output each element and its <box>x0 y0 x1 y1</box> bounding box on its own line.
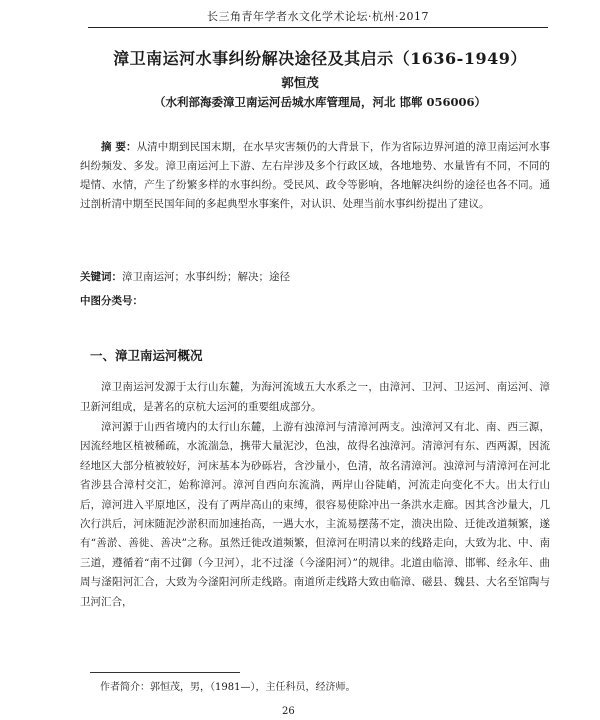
section-heading: 一、漳卫南运河概况 <box>90 348 203 363</box>
abstract <box>80 138 550 214</box>
keywords-text: 漳卫南运河；水事纠纷；解决；途径 <box>122 271 290 283</box>
abstract-label: 摘 要： <box>101 141 137 153</box>
keywords <box>80 268 550 287</box>
clc-label: 中图分类号： <box>80 295 143 307</box>
keywords-label: 关键词： <box>80 271 122 283</box>
footnote-rule <box>90 672 240 673</box>
paper-title: 漳卫南运河水事纠纷解决途径及其启示（1636-1949） <box>113 49 527 68</box>
running-header: 长三角青年学者水文化学术论坛·杭州·2017 <box>207 10 429 23</box>
classification-number <box>80 292 550 311</box>
body-paragraph: 漳河源于山西省境内的太行山东麓，上游有浊漳河与清漳河两支。浊漳河又有北、南、西三源，因流经地区植被稀疏，水流湍急，携带大量泥沙，色浊，故得名浊漳河。清漳河有东、西两源，因流经地区大部分植被较好，河床基本为砂砾岩，含沙量小，色清，故名清漳河。浊漳河与清漳河在河北省涉县合漳村交汇，始称漳河。漳河自西向东流淌，两岸山谷陡峭，河流走向变化不大。出太行山后，漳河进入平原地区，没有了两岸高山的束缚，很容易使除冲出一条洪水走廊。因其含沙量大，几次行洪后，河床随泥沙淤积而加速抬高，一遇大水，主流易摆荡不定，溃决出险、迁徙改道频繁，遂有“善淤、善徙、善决”之称。虽然迁徙改道频繁，但漳河在明清以来的线路走向，大致为北、中、南三道，遵循着“南不过御（今卫河），北不过滏（今滏阳河）”的规律。北道由临漳、邯郸、经永年、曲周与滏阳河汇合，大致为今滏阳河所走线路。南道所走线路大致由临漳、磁县、魏县、大名至馆陶与卫河汇合， <box>80 421 550 608</box>
body-paragraph: 漳卫南运河发源于太行山东麓，为海河流域五大水系之一，由漳河、卫河、卫运河、南运河、漳卫新河组成，是著名的京杭大运河的重要组成部分。 <box>80 381 550 413</box>
page-number: 26 <box>282 706 295 717</box>
author-footnote: 作者简介：郭恒茂，男，（1981—），主任科员，经济师。 <box>100 682 356 693</box>
author-name: 郭恒茂 <box>281 75 319 90</box>
header-rule <box>88 27 548 28</box>
abstract-text: 从清中期到民国末期，在水旱灾害频仍的大背景下，作为省际边界河道的漳卫南运河水事纠纷频发、多发。漳卫南运河上下游、左右岸涉及多个行政区域，各地地势、水量皆有不同，不同的堤情、水情，产生了纷繁多样的水事纠纷。受民风、政令等影响，各地解决纠纷的途径也各不同。通过剖析清中期至民国年间的多起典型水事案件，对认识、处理当前水事纠纷提出了建议。 <box>80 141 551 210</box>
author-affiliation: （水利部海委漳卫南运河岳城水库管理局，河北 邯郸 056006） <box>153 95 486 109</box>
